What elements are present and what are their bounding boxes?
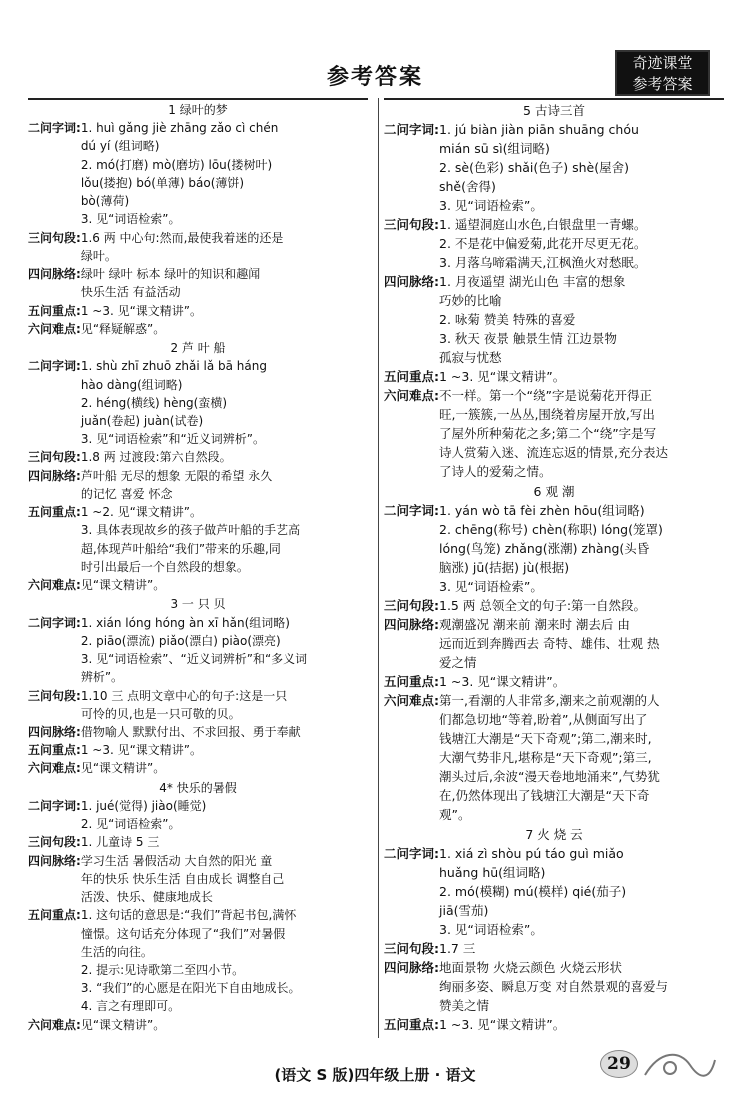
answer-line: mián sū sì(组词略) [439, 141, 550, 156]
question-label: 三问句段: [384, 941, 439, 956]
answer-item [28, 614, 368, 687]
answer-item [28, 467, 368, 503]
answer-line: 1.5 两 总领全文的句子:第一自然段。 [439, 598, 647, 613]
answer-line: 3. “我们”的心愿是在阳光下自由地成长。 [80, 981, 301, 996]
answer-line: 了诗人的爱菊之情。 [439, 464, 552, 479]
section-heading: 4* 快乐的暑假 [159, 780, 237, 795]
answer-text [81, 614, 368, 687]
answer-line: 2. 不是花中偏爱菊,此花开尽更无花。 [439, 236, 647, 251]
question-label: 三问句段: [28, 450, 81, 465]
answer-text [81, 448, 368, 466]
answer-line: 孤寂与忧愁 [439, 350, 502, 365]
answer-item [384, 691, 724, 824]
question-label: 四问脉络: [28, 724, 81, 739]
answer-text [439, 367, 724, 386]
answer-text [81, 759, 368, 777]
answer-line: 3. 见“词语检索”和“近义词辨析”。 [80, 432, 265, 447]
answer-item [384, 367, 724, 386]
answer-line: 3. 见“词语检索”。 [439, 198, 543, 213]
answer-text [439, 844, 724, 939]
section-heading: 7 火 烧 云 [525, 827, 583, 842]
answer-line: 2. piāo(漂流) piǎo(漂白) piào(漂亮) [80, 633, 281, 648]
answer-line: 绿叶。 [80, 248, 117, 263]
answer-line: 1. jué(觉得) jiào(睡觉) [80, 798, 207, 813]
answer-item [384, 1015, 724, 1034]
answer-line: 远而近到奔腾西去 奇特、雄伟、壮观 热 [439, 636, 660, 651]
answer-item [384, 120, 724, 215]
answer-line: 1 ~3. 见“课文精讲”。 [439, 369, 566, 384]
answer-line: lǒu(搂抱) bó(单薄) báo(薄饼) [80, 175, 245, 190]
section-heading: 6 观 潮 [533, 484, 575, 499]
question-label: 六问难点: [28, 1017, 81, 1032]
section-heading: 1 绿叶的梦 [168, 103, 228, 117]
answer-line: 时引出最后一个自然段的想象。 [80, 559, 249, 574]
answer-text [439, 939, 724, 958]
answer-line: 3. 月落乌啼霜满天,江枫渔火对愁眠。 [439, 255, 647, 270]
answer-text [81, 906, 368, 1015]
answer-item [384, 939, 724, 958]
answer-item [384, 272, 724, 367]
answer-line: 的记忆 喜爱 怀念 [80, 486, 173, 501]
answer-text [81, 265, 368, 301]
answer-line: 赞美之情 [439, 998, 490, 1013]
question-label: 三问句段: [28, 688, 81, 703]
answer-line: huǎng hū(组词略) [439, 865, 546, 880]
answer-text [439, 120, 724, 215]
answer-line: 超,体现芦叶船给“我们”带来的乐趣,同 [80, 541, 281, 556]
answer-item [28, 576, 368, 594]
answer-line: juǎn(卷起) juàn(试卷) [80, 413, 204, 428]
answer-line: 辨析”。 [80, 670, 124, 685]
answer-item [28, 503, 368, 576]
answer-line: 1.8 两 过渡段:第六自然段。 [80, 450, 232, 465]
answer-item [384, 215, 724, 272]
answer-text [439, 958, 724, 1015]
question-label: 六问难点: [384, 388, 439, 403]
question-label: 二问字词: [28, 798, 81, 813]
answer-text [439, 215, 724, 272]
question-label: 四问脉络: [28, 468, 81, 483]
answer-text [81, 797, 368, 833]
left-column [28, 100, 368, 1034]
answer-line: 1. yán wò tā fèi zhèn hōu(组词略) [439, 503, 645, 518]
answer-item [28, 119, 368, 228]
answer-line: 在,仍然体现出了钱塘江大潮是“天下奇 [439, 788, 650, 803]
answer-item [384, 386, 724, 481]
answer-line: 2. sè(色彩) shǎi(色子) shè(屋舍) [439, 160, 630, 175]
question-label: 四问脉络: [28, 267, 81, 282]
question-label: 五问重点: [28, 303, 81, 318]
answer-line: 1 ~3. 见“课文精讲”。 [80, 303, 203, 318]
answer-text [81, 229, 368, 265]
logo-line-2: 参考答案 [632, 75, 693, 93]
answer-line: 1. shù zhī zhuō zhǎi lǎ bā háng [80, 359, 267, 374]
answer-text [439, 1015, 724, 1034]
answer-line: 第一,看潮的人非常多,潮来之前观潮的人 [439, 693, 660, 708]
answer-line: 1. jú biàn jiàn piān shuāng chóu [439, 122, 639, 137]
answer-line: 年的快乐 快乐生活 自由成长 调整自己 [80, 871, 285, 886]
answer-line: 活泼、快乐、健康地成长 [80, 890, 213, 905]
answer-item [28, 687, 368, 723]
answer-line: 3. 见“词语检索”。 [439, 922, 543, 937]
answer-text [439, 272, 724, 367]
answer-line: 1. 月夜遥望 湖光山色 丰富的想象 [439, 274, 626, 289]
answer-line: 潮头过后,余波“漫天卷地地涌来”,气势犹 [439, 769, 660, 784]
question-label: 二问字词: [384, 122, 439, 137]
answer-line: 1. 遥望洞庭山水色,白银盘里一青螺。 [439, 217, 647, 232]
answer-text [81, 1016, 368, 1034]
answer-item [28, 357, 368, 448]
question-label: 五问重点: [384, 1017, 439, 1032]
question-label: 四问脉络: [384, 274, 439, 289]
answer-line: 快乐生活 有益活动 [80, 285, 181, 300]
answer-item [28, 229, 368, 265]
answer-line: 见“课文精讲”。 [80, 761, 166, 776]
answer-line: bò(薄荷) [80, 194, 130, 209]
answer-text [81, 503, 368, 576]
answer-item [384, 596, 724, 615]
answer-line: 见“课文精讲”。 [80, 1017, 166, 1032]
answer-item [28, 1016, 368, 1034]
question-label: 五问重点: [384, 674, 439, 689]
answer-item [28, 833, 368, 851]
page-title: 参考答案 [326, 64, 423, 90]
answer-line: 1.7 三 [439, 941, 476, 956]
answer-line: 1 ~2. 见“课文精讲”。 [80, 505, 203, 520]
answer-line: 们都急切地“等着,盼着”,从侧面写出了 [439, 712, 648, 727]
question-label: 二问字词: [28, 359, 81, 374]
page-number: 29 [600, 1050, 638, 1078]
logo-line-1: 奇迹课堂 [632, 54, 693, 72]
answer-line: 借物喻人 默默付出、不求回报、勇于奉献 [80, 724, 301, 739]
question-label: 二问字词: [384, 846, 439, 861]
answer-line: dú yí (组词略) [80, 139, 160, 154]
question-label: 四问脉络: [384, 617, 439, 632]
brand-logo [615, 50, 710, 96]
question-label: 四问脉络: [384, 960, 439, 975]
answer-text [439, 386, 724, 481]
answer-line: 2. 见“词语检索”。 [80, 817, 181, 832]
answer-line: 观潮盛况 潮来前 潮来时 潮去后 由 [439, 617, 630, 632]
answer-text [81, 687, 368, 723]
answer-item [384, 615, 724, 672]
answer-line: 1.6 两 中心句:然而,最使我着迷的还是 [80, 230, 284, 245]
question-label: 五问重点: [28, 505, 81, 520]
question-label: 三问句段: [384, 598, 439, 613]
answer-text [439, 615, 724, 672]
answer-item [384, 958, 724, 1015]
answer-item [384, 672, 724, 691]
answer-line: 2. 咏菊 赞美 特殊的喜爱 [439, 312, 576, 327]
question-label: 二问字词: [28, 615, 81, 630]
answer-text [81, 302, 368, 320]
answer-line: 2. héng(横线) hèng(蛮横) [80, 395, 228, 410]
answer-line: 地面景物 火烧云颜色 火烧云形状 [439, 960, 622, 975]
answer-line: 1 ~3. 见“课文精讲”。 [439, 674, 566, 689]
answer-line: 旺,一簇簇,一丛丛,围绕着房屋开放,写出 [439, 407, 655, 422]
answer-line: 了屋外所种菊花之多;第二个“绕”字是写 [439, 426, 657, 441]
answer-text [81, 576, 368, 594]
answer-line: 2. mó(模糊) mú(模样) qié(茄子) [439, 884, 627, 899]
answer-line: 3. 见“词语检索”。 [80, 212, 181, 227]
answer-line: 1. huì gǎng jiè zhāng zǎo cì chén [80, 121, 279, 136]
answer-text [81, 467, 368, 503]
answer-line: 憧憬。这句话充分体现了“我们”对暑假 [80, 926, 286, 941]
answer-text [439, 596, 724, 615]
answer-line: 3. 见“词语检索”、“近义词辨析”和“多义词 [80, 652, 308, 667]
answer-text [439, 691, 724, 824]
answer-line: 1. 儿童诗 5 三 [80, 835, 160, 850]
answer-line: 1 ~3. 见“课文精讲”。 [439, 1017, 566, 1032]
answer-item [28, 852, 368, 907]
answer-line: 3. 具体表现故乡的孩子做芦叶船的手艺高 [80, 523, 301, 538]
answer-line: 诗人赏菊入迷、流连忘返的情景,充分表达 [439, 445, 668, 460]
answer-line: 大潮气势非凡,堪称是“天下奇观”;第三, [439, 750, 652, 765]
answer-line: 2. 提示:见诗歌第二至四小节。 [80, 963, 245, 978]
answer-line: 1 ~3. 见“课文精讲”。 [80, 743, 203, 758]
answer-line: jiā(雪茄) [439, 903, 489, 918]
answer-text [81, 320, 368, 338]
question-label: 六问难点: [28, 761, 81, 776]
question-label: 三问句段: [28, 835, 81, 850]
question-label: 六问难点: [28, 321, 81, 336]
answer-line: 芦叶船 无尽的想象 无限的希望 永久 [80, 468, 273, 483]
question-label: 五问重点: [28, 743, 81, 758]
answer-line: 钱塘江大潮是“天下奇观”;第二,潮来时, [439, 731, 652, 746]
answer-line: 爱之情 [439, 655, 477, 670]
answer-item [28, 448, 368, 466]
answer-line: 见“课文精讲”。 [80, 578, 166, 593]
question-label: 三问句段: [28, 230, 81, 245]
answer-line: 2. mó(打磨) mò(磨坊) lōu(搂树叶) [80, 157, 273, 172]
answer-item [28, 723, 368, 741]
answer-item [28, 906, 368, 1015]
question-label: 五问重点: [28, 908, 81, 923]
answer-text [439, 501, 724, 596]
answer-item [28, 741, 368, 759]
question-label: 二问字词: [384, 503, 439, 518]
answer-line: 见“释疑解惑”。 [80, 321, 166, 336]
answer-item [28, 265, 368, 301]
answer-line: 不一样。第一个“绕”字是说菊花开得正 [439, 388, 652, 403]
section-heading: 5 古诗三首 [523, 103, 585, 118]
answer-item [28, 797, 368, 833]
footer-title: (语文 S 版)四年级上册 · 语文 [274, 1066, 476, 1084]
answer-line: 2. chēng(称号) chèn(称职) lóng(笼罩) [439, 522, 663, 537]
answer-text [81, 119, 368, 228]
answer-line: 4. 言之有理即可。 [80, 999, 181, 1014]
answer-item [28, 759, 368, 777]
answer-text [81, 852, 368, 907]
answer-line: 1. xián lóng hóng àn xī hǎn(组词略) [80, 615, 290, 630]
answer-text [81, 741, 368, 759]
question-label: 三问句段: [384, 217, 439, 232]
answer-line: 巧妙的比喻 [439, 293, 502, 308]
answer-item [28, 320, 368, 338]
answer-text [439, 672, 724, 691]
answer-line: shě(舍得) [439, 179, 496, 194]
answer-line: 可怜的贝,也是一只可敬的贝。 [80, 706, 241, 721]
answer-line: 3. 见“词语检索”。 [439, 579, 543, 594]
decorative-swirl-icon [640, 1040, 720, 1090]
answer-line: 脑涨) jū(拮据) jù(根据) [439, 560, 570, 575]
answer-text [81, 723, 368, 741]
answer-line: 1. xiá zì shòu pú táo guì miǎo [439, 846, 624, 861]
answer-text [81, 357, 368, 448]
answer-item [28, 302, 368, 320]
answer-line: 绿叶 绿叶 标本 绿叶的知识和趣闻 [80, 267, 261, 282]
section-heading: 2 芦 叶 船 [170, 341, 226, 356]
question-label: 四问脉络: [28, 853, 81, 868]
answer-text [81, 833, 368, 851]
question-label: 六问难点: [28, 578, 81, 593]
answer-item [384, 844, 724, 939]
answer-line: 生活的向往。 [80, 944, 153, 959]
answer-line: 绚丽多姿、瞬息万变 对自然景观的喜爱与 [439, 979, 668, 994]
answer-line: hào dàng(组词略) [80, 377, 183, 392]
answer-line: 1.10 三 点明文章中心的句子:这是一只 [80, 688, 288, 703]
section-heading: 3 一 只 贝 [170, 597, 226, 612]
question-label: 五问重点: [384, 369, 439, 384]
answer-item [384, 501, 724, 596]
answer-line: 学习生活 暑假活动 大自然的阳光 童 [80, 853, 273, 868]
answer-line: 观”。 [439, 807, 471, 822]
answer-line: lóng(鸟笼) zhǎng(涨潮) zhàng(头昏 [439, 541, 650, 556]
question-label: 六问难点: [384, 693, 439, 708]
column-divider [378, 98, 379, 1038]
right-column [384, 100, 724, 1034]
answer-line: 3. 秋天 夜景 触景生情 江边景物 [439, 331, 617, 346]
question-label: 二问字词: [28, 121, 81, 136]
answer-line: 1. 这句话的意思是:“我们”背起书包,满怀 [80, 908, 297, 923]
